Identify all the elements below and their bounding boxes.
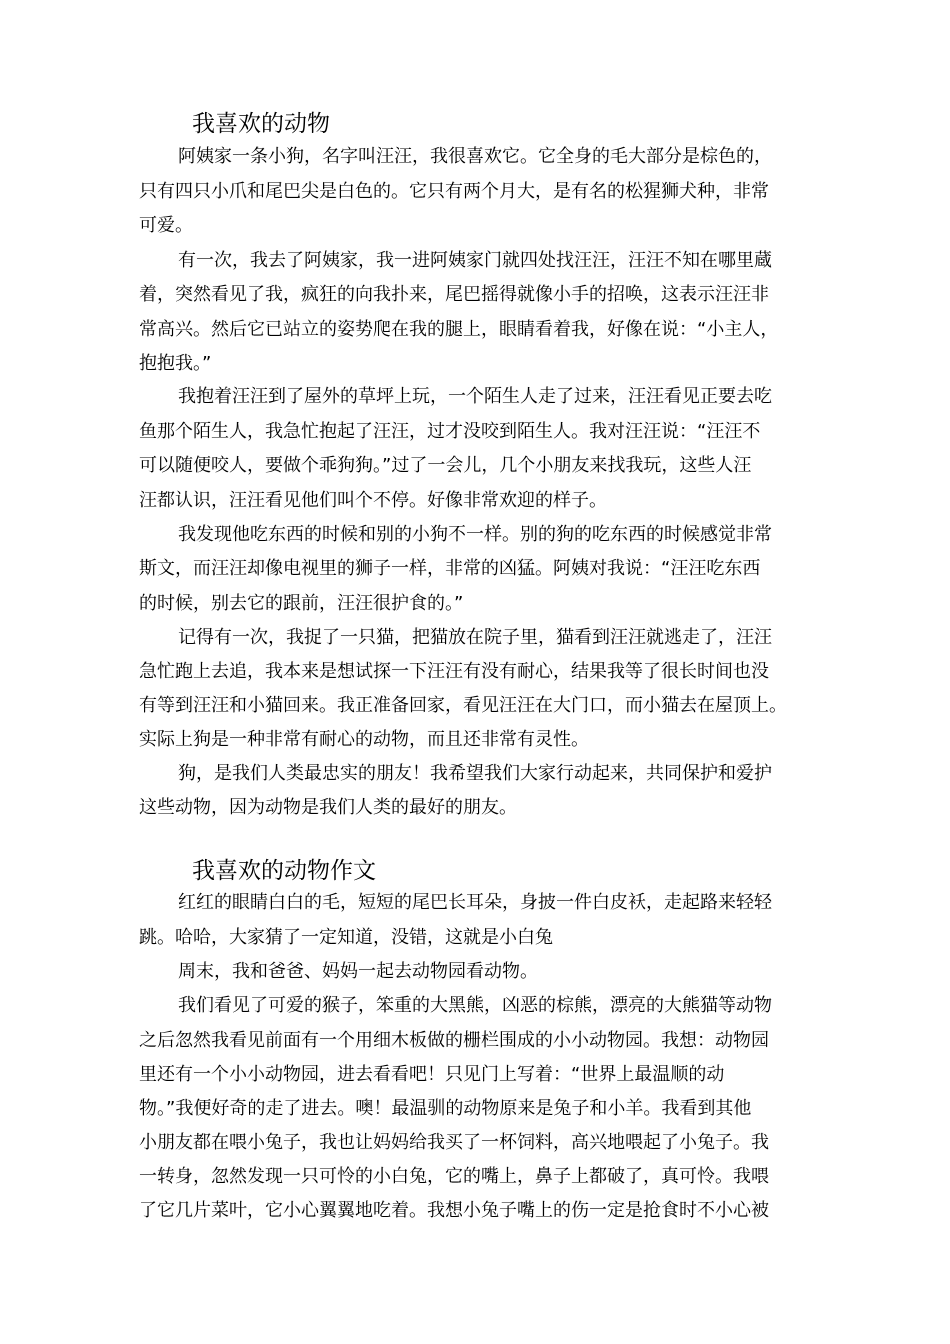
text-line: 我抱着汪汪到了屋外的草坪上玩，一个陌生人走了过来，汪汪看见正要去吃 bbox=[178, 386, 772, 407]
text-line: 物。”我便好奇的走了进去。噢！最温驯的动物原来是兔子和小羊。我看到其他 bbox=[139, 1098, 752, 1119]
text-line: 之后忽然我看见前面有一个用细木板做的栅栏围成的小小动物园。我想：动物园 bbox=[139, 1030, 769, 1051]
text-line: 记得有一次，我捉了一只猫，把猫放在院子里，猫看到汪汪就逃走了，汪汪 bbox=[178, 627, 772, 648]
text-line: 阿姨家一条小狗，名字叫汪汪，我很喜欢它。它全身的毛大部分是棕色的， bbox=[178, 146, 772, 167]
text-line: 斯文，而汪汪却像电视里的狮子一样，非常的凶猛。阿姨对我说：“汪汪吃东西 bbox=[139, 558, 761, 579]
text-line: 小朋友都在喂小兔子，我也让妈妈给我买了一杯饲料，高兴地喂起了小兔子。我 bbox=[139, 1132, 769, 1153]
text-line: 我发现他吃东西的时候和别的小狗不一样。别的狗的吃东西的时候感觉非常 bbox=[178, 524, 772, 545]
text-line: 有等到汪汪和小猫回来。我正准备回家，看见汪汪在大门口，而小猫去在屋顶上。 bbox=[139, 695, 787, 716]
text-line: 急忙跑上去追，我本来是想试探一下汪汪有没有耐心，结果我等了很长时间也没 bbox=[139, 661, 769, 682]
text-line: 鱼那个陌生人，我急忙抱起了汪汪，过才没咬到陌生人。我对汪汪说：“汪汪不 bbox=[139, 421, 761, 442]
text-line: 一转身，忽然发现一只可怜的小白兔，它的嘴上，鼻子上都破了，真可怜。我喂 bbox=[139, 1166, 769, 1187]
text-line: 我们看见了可爱的猴子，笨重的大黑熊，凶恶的棕熊，漂亮的大熊猫等动物 bbox=[178, 995, 772, 1016]
text-line: 常高兴。然后它已站立的姿势爬在我的腿上，眼睛看着我，好像在说：“小主人， bbox=[139, 319, 779, 340]
text-line: 红红的眼睛白白的毛，短短的尾巴长耳朵，身披一件白皮袄，走起路来轻轻 bbox=[178, 892, 772, 913]
text-line: 的时候，别去它的跟前，汪汪很护食的。” bbox=[139, 593, 464, 614]
text-line: 实际上狗是一种非常有耐心的动物，而且还非常有灵性。 bbox=[139, 729, 589, 750]
text-line: 跳。哈哈，大家猜了一定知道，没错，这就是小白兔 bbox=[139, 927, 553, 948]
text-line: 着，突然看见了我，疯狂的向我扑来，尾巴摇得就像小手的招唤，这表示汪汪非 bbox=[139, 284, 769, 305]
text-line: 狗，是我们人类最忠实的朋友！我希望我们大家行动起来，共同保护和爱护 bbox=[178, 763, 772, 784]
text-line: 汪都认识，汪汪看见他们叫个不停。好像非常欢迎的样子。 bbox=[139, 490, 607, 511]
text-line: 可爱。 bbox=[139, 215, 193, 236]
text-line: 抱抱我。” bbox=[139, 353, 212, 374]
text-line: 可以随便咬人，要做个乖狗狗。”过了一会儿，几个小朋友来找我玩，这些人汪 bbox=[139, 455, 752, 476]
text-line: 了它几片菜叶，它小心翼翼地吃着。我想小兔子嘴上的伤一定是抢食时不小心被 bbox=[139, 1200, 769, 1221]
text-line: 里还有一个小小动物园，进去看看吧！只见门上写着：“世界上最温顺的动 bbox=[139, 1064, 725, 1085]
text-line: 周末，我和爸爸、妈妈一起去动物园看动物。 bbox=[178, 961, 538, 982]
essay-title: 我喜欢的动物 bbox=[192, 111, 330, 137]
text-line: 有一次，我去了阿姨家，我一进阿姨家门就四处找汪汪，汪汪不知在哪里蔵 bbox=[178, 250, 772, 271]
text-line: 只有四只小爪和尾巴尖是白色的。它只有两个月大，是有名的松猩狮犬种，非常 bbox=[139, 181, 769, 202]
text-line: 这些动物，因为动物是我们人类的最好的朋友。 bbox=[139, 797, 517, 818]
essay-title: 我喜欢的动物作文 bbox=[192, 858, 376, 884]
